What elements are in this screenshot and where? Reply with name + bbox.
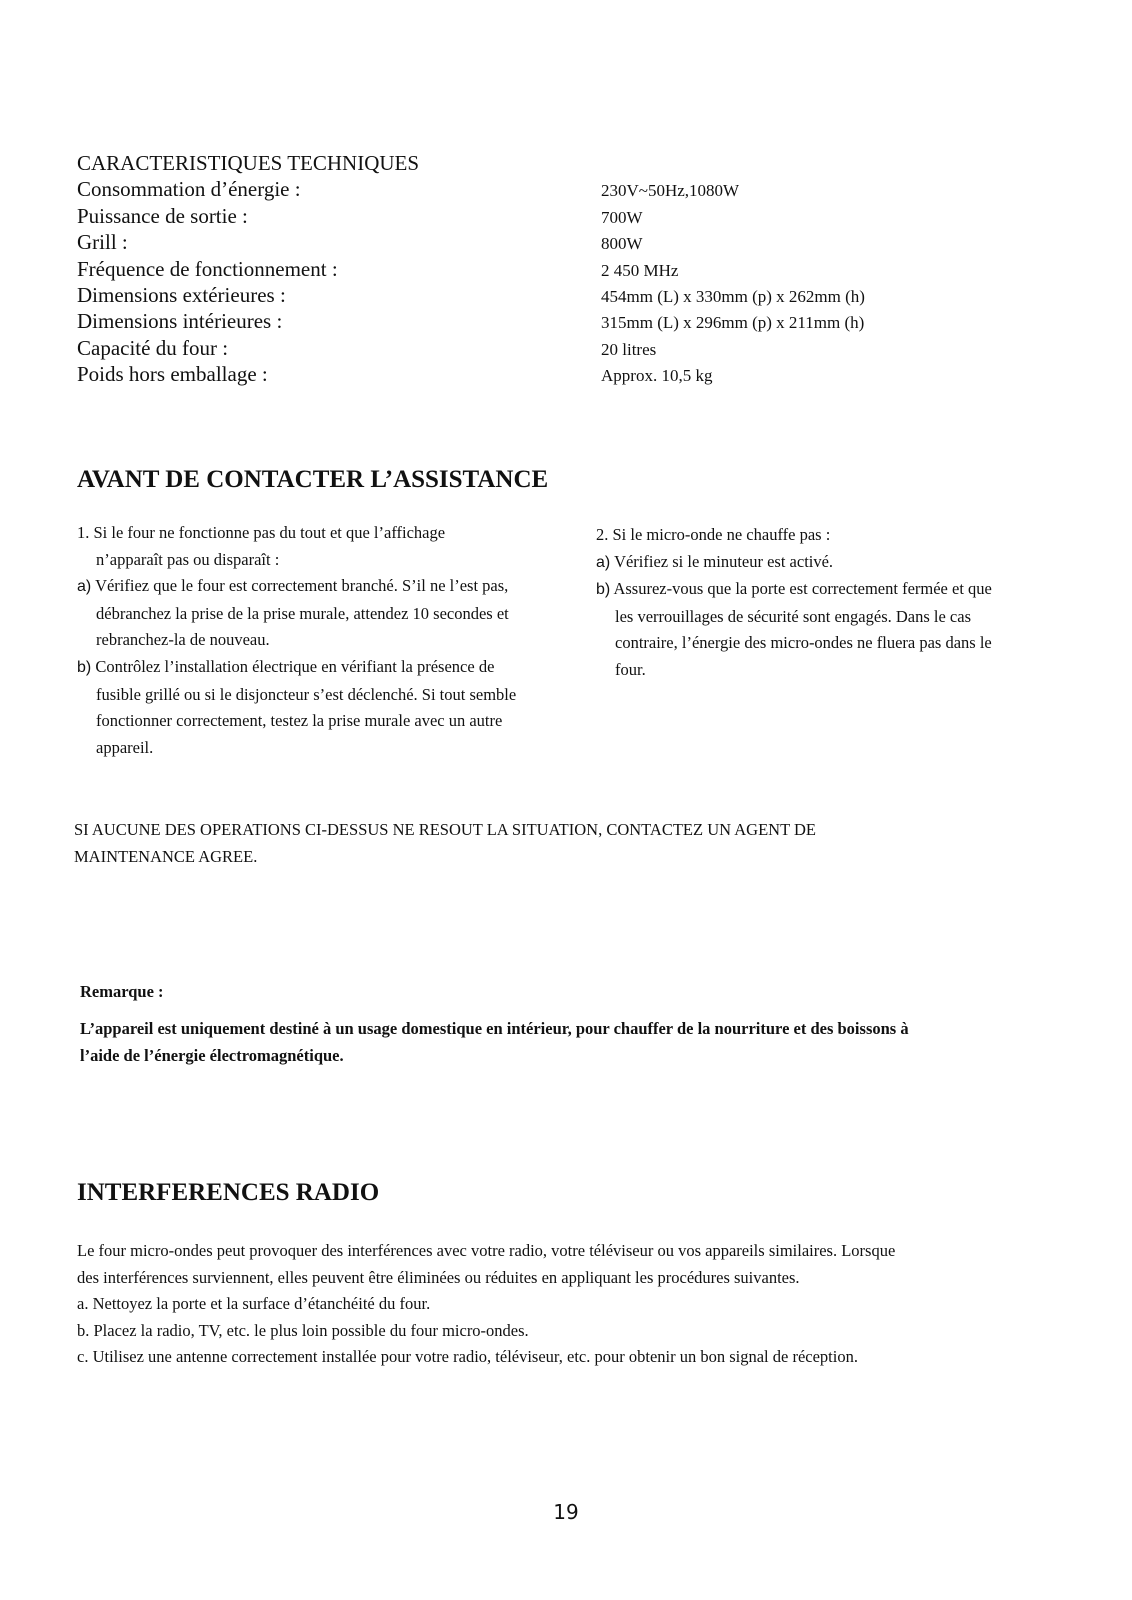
assistance-right-column xyxy=(596,522,1096,684)
list-marker: a) xyxy=(596,553,611,571)
spec-value: Approx. 10,5 kg xyxy=(601,366,713,385)
spec-value: 800W xyxy=(601,234,643,253)
left-intro-line: n’apparaît pas ou disparaît : xyxy=(96,549,280,569)
radio-heading: INTERFERENCES RADIO xyxy=(77,1179,380,1206)
left-a-line: Vérifiez que le four est correctement branché. S’il ne l’est pas, xyxy=(95,576,509,596)
radio-body xyxy=(77,1238,895,1371)
spec-row xyxy=(77,282,1037,309)
spec-label: Dimensions intérieures : xyxy=(77,309,283,333)
left-b-line: appareil. xyxy=(96,737,154,757)
left-b-line: fonctionner correctement, testez la prise murale avec un autre xyxy=(96,711,503,731)
maintenance-notice xyxy=(74,816,816,870)
right-b-line: four. xyxy=(615,659,646,679)
spec-value: 315mm (L) x 296mm (p) x 211mm (h) xyxy=(601,313,865,332)
spec-label: Poids hors emballage : xyxy=(77,362,268,386)
spec-value: 454mm (L) x 330mm (p) x 262mm (h) xyxy=(601,287,865,306)
list-marker: a) xyxy=(77,578,92,596)
remark-line: l’aide de l’énergie électromagnétique. xyxy=(80,1046,344,1065)
assistance-left-column xyxy=(77,520,597,761)
right-intro-line: 2. Si le micro-onde ne chauffe pas : xyxy=(596,525,831,544)
spec-label: Grill : xyxy=(77,230,128,254)
spec-value: 230V~50Hz,1080W xyxy=(601,181,740,200)
spec-label: Dimensions extérieures : xyxy=(77,283,286,307)
right-b-line: contraire, l’énergie des micro-ondes ne fluera pas dans le xyxy=(615,633,992,653)
remark-line: L’appareil est uniquement destiné à un usage domestique en intérieur, pour chauffer de la nourriture et des boissons à xyxy=(80,1019,909,1038)
left-intro-line: 1. Si le four ne fonctionne pas du tout et que l’affichage xyxy=(77,523,446,542)
remark-title: Remarque : xyxy=(80,982,164,1001)
remark-body xyxy=(80,1015,1080,1069)
notice-line: MAINTENANCE AGREE. xyxy=(74,847,258,866)
radio-intro-line: des interférences surviennent, elles peuvent être éliminées ou réduites en appliquant les procédures suivantes. xyxy=(77,1267,800,1287)
spec-row xyxy=(77,256,1037,283)
radio-procedure-item: a. Nettoyez la porte et la surface d’étanchéité du four. xyxy=(77,1294,431,1314)
spec-row xyxy=(77,229,1037,256)
spec-value: 700W xyxy=(601,207,643,227)
spec-row xyxy=(77,308,1037,335)
spec-value: 2 450 MHz xyxy=(601,260,679,280)
left-a-line: rebranchez-la de nouveau. xyxy=(96,630,270,650)
spec-row xyxy=(77,335,1037,362)
notice-line: SI AUCUNE DES OPERATIONS CI-DESSUS NE RESOUT LA SITUATION, CONTACTEZ UN AGENT DE xyxy=(74,820,816,839)
specs-title: CARACTERISTIQUES TECHNIQUES xyxy=(77,151,420,175)
right-a-line: Vérifiez si le minuteur est activé. xyxy=(614,551,834,571)
radio-intro-line: Le four micro-ondes peut provoquer des interférences avec votre radio, votre téléviseur ou vos appareils similaires. Lorsque xyxy=(77,1241,896,1260)
list-marker: b) xyxy=(596,581,611,599)
spec-row xyxy=(77,176,1037,203)
right-b-line: Assurez-vous que la porte est correctement fermée et que xyxy=(613,579,992,599)
radio-procedure-item: b. Placez la radio, TV, etc. le plus loin possible du four micro-ondes. xyxy=(77,1320,529,1340)
spec-label: Fréquence de fonctionnement : xyxy=(77,256,338,281)
left-b-line: fusible grillé ou si le disjoncteur s’est déclenché. Si tout semble xyxy=(96,684,517,704)
spec-label: Capacité du four : xyxy=(77,335,229,360)
radio-procedure-item: c. Utilisez une antenne correctement installée pour votre radio, téléviseur, etc. pour obtenir un bon signal de réception. xyxy=(77,1347,858,1367)
spec-label: Puissance de sortie : xyxy=(77,203,248,228)
left-a-line: débranchez la prise de la prise murale, attendez 10 secondes et xyxy=(96,603,509,623)
list-marker: b) xyxy=(77,658,92,676)
spec-label: Consommation d’énergie : xyxy=(77,177,301,201)
assistance-heading: AVANT DE CONTACTER L’ASSISTANCE xyxy=(77,466,549,493)
spec-value: 20 litres xyxy=(601,339,657,359)
left-b-line: Contrôlez l’installation électrique en vérifiant la présence de xyxy=(95,656,495,676)
right-b-line: les verrouillages de sécurité sont engagés. Dans le cas xyxy=(615,606,971,626)
spec-row xyxy=(77,361,1037,388)
page-number: 19 xyxy=(553,1500,579,1524)
spec-row xyxy=(77,203,1037,230)
